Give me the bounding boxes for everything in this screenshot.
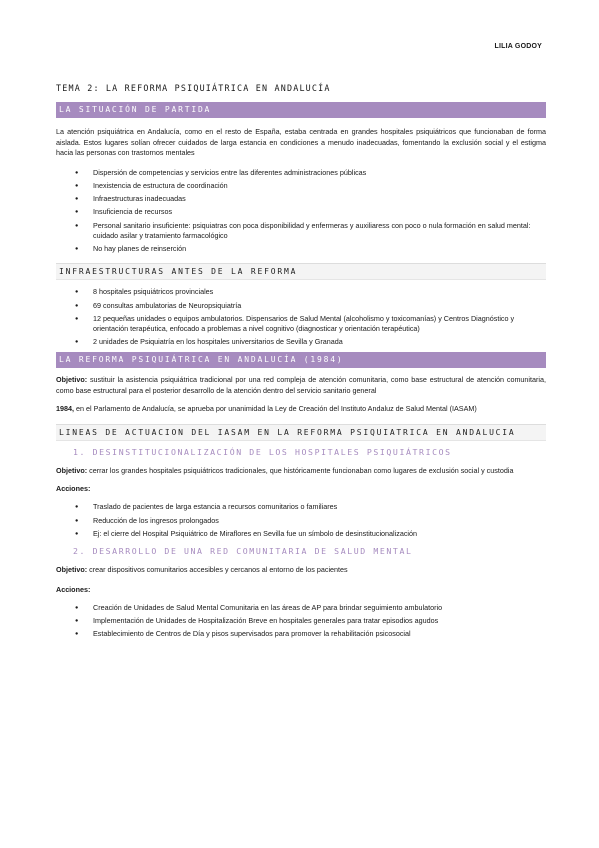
section-intro-paragraph: La atención psiquiátrica en Andalucía, como en el resto de España, estaba centrada en grandes hospitales psiquiátricos que funcionaban de forma aislada. Estos lugares solían ofrecer cuidados de larga estancia en condiciones a menudo inadecuadas, fomentando la exclusión social y el estigma hacia las personas con trastornos mentales <box>56 127 546 157</box>
section-heading-situacion: LA SITUACIÓN DE PARTIDA <box>56 102 546 118</box>
document-body <box>56 82 546 643</box>
list-item: ● Insuficiencia de recursos <box>56 207 546 217</box>
law-text: en el Parlamento de Andalucía, se aprueba por unanimidad la Ley de Creación del Instituto Andaluz de Salud Mental (IASAM) <box>74 404 477 414</box>
objective-text: sustituir la asistencia psiquiátrica tradicional por una red compleja de atención comunitaria, como base estructural de atención comunitaria, como base estructural para el posterior desarrollo de la atención dentro del servicio sanitario general <box>56 375 546 395</box>
list-item: ● 69 consultas ambulatorias de Neuropsiquiatría <box>56 301 546 311</box>
objective-text: crear dispositivos comunitarios accesibles y cercanos al entorno de los pacientes <box>87 565 348 575</box>
objective-label: Objetivo: <box>56 465 88 475</box>
list-item: ● Dispersión de competencias y servicios entre las diferentes administraciones públicas <box>56 168 546 178</box>
section-heading-infraestructuras: INFRAESTRUCTURAS ANTES DE LA REFORMA <box>56 263 546 280</box>
law-year-label: 1984, <box>56 404 74 414</box>
list-item: ● Creación de Unidades de Salud Mental Comunitaria en las áreas de AP para brindar seguimiento ambulatorio <box>56 603 546 613</box>
sub1-objective-paragraph <box>56 466 546 477</box>
sub2-actions-list <box>56 603 546 640</box>
list-item: ● 8 hospitales psiquiátricos provinciales <box>56 287 546 297</box>
subsection-heading-red-comunitaria: 2. DESARROLLO DE UNA RED COMUNITARIA DE SALUD MENTAL <box>73 546 413 557</box>
objective-label: Objetivo: <box>56 565 88 575</box>
subsection-heading-desinstitucionalizacion: 1. DESINSTITUCIONALIZACIÓN DE LOS HOSPITALES PSIQUIÁTRICOS <box>73 446 452 457</box>
list-item: ● Implementación de Unidades de Hospitalización Breve en hospitales generales para tratar episodios agudos <box>56 616 546 626</box>
sub2-objective-paragraph <box>56 565 546 576</box>
author-name: LILIA GODOY <box>494 43 542 50</box>
objective-text: cerrar los grandes hospitales psiquiátricos tradicionales, que históricamente funcionaban como lugares de exclusión social y custodia <box>87 465 514 475</box>
list-item: ● Inexistencia de estructura de coordinación <box>56 181 546 191</box>
infraestructuras-bullet-list <box>56 287 546 347</box>
list-item: ● Reducción de los ingresos prolongados <box>56 516 546 526</box>
sub1-actions-list <box>56 502 546 539</box>
section-heading-lineas: LINEAS DE ACTUACION DEL IASAM EN LA REFORMA PSIQUIATRICA EN ANDALUCIA <box>56 424 546 441</box>
actions-label: Acciones: <box>56 584 91 594</box>
list-item: ● 12 pequeñas unidades o equipos ambulatorios. Dispensarios de Salud Mental (alcoholismo y toxicomanías) y Centros Diagnóstico y orientación terapéutica, enfocado a problemas a nivel cognitivo (diagnosticar y orientación terapéutica) <box>56 314 546 334</box>
reforma-objective-paragraph <box>56 375 546 396</box>
list-item: ● 2 unidades de Psiquiatría en los hospitales universitarios de Sevilla y Granada <box>56 337 546 347</box>
document-title: TEMA 2: LA REFORMA PSIQUIÁTRICA EN ANDALUCÍA <box>56 83 331 93</box>
list-item: ● No hay planes de reinserción <box>56 244 546 254</box>
list-item: ● Traslado de pacientes de larga estancia a recursos comunitarios o familiares <box>56 502 546 512</box>
list-item: ● Personal sanitario insuficiente: psiquiatras con poca disponibilidad y enfermeras y auxiliaress con poco o nula formación en salud mental: cuidado asilar y tratamiento farmacológico <box>56 221 546 241</box>
list-item: ● Infraestructuras inadecuadas <box>56 194 546 204</box>
list-item: ● Establecimiento de Centros de Día y pisos supervisados para promover la rehabilitación psicosocial <box>56 629 546 639</box>
list-item: ● Ej: el cierre del Hospital Psiquiátrico de Miraflores en Sevilla fue un símbolo de desinstitucionalización <box>56 529 546 539</box>
situacion-bullet-list <box>56 168 546 254</box>
objective-label: Objetivo: <box>56 375 88 385</box>
actions-label: Acciones: <box>56 484 91 494</box>
reforma-law-paragraph <box>56 404 546 415</box>
section-heading-reforma: LA REFORMA PSIQUIÁTRICA EN ANDALUCÍA (1984) <box>56 352 546 368</box>
